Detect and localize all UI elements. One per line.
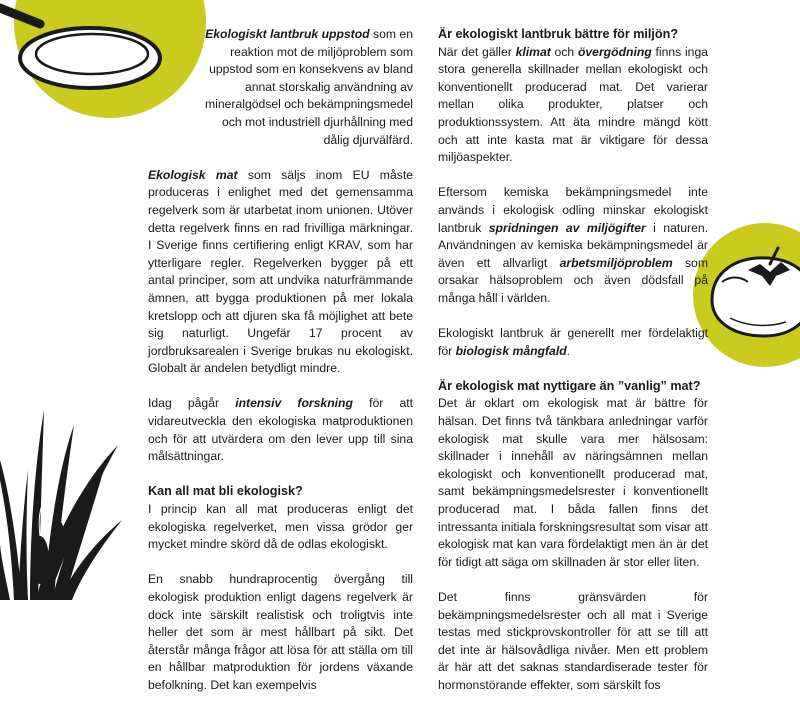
heading-healthier: Är ekologisk mat nyttigare än ”vanlig” mat? bbox=[438, 378, 701, 393]
toxins-emphasis: spridningen av miljögifter bbox=[488, 220, 646, 235]
biodiversity-text-b: . bbox=[566, 343, 571, 358]
transition-paragraph: En snabb hundraprocentig övergång till ekologisk produktion enligt dagens regelverk är dock inte särskilt realistisk och troligtvis inte heller det som är mest hållbart på sikt. Det återstår många frågor att lösa för att ställa om till en hållbar matproduktion för jordens växande befolkning. Det kan exempelvis bbox=[148, 572, 413, 692]
research-text: för att vidareutveckla den ekologiska matproduktionen och för att utvärdera om den lever upp till sina målsättningar. bbox=[148, 396, 414, 464]
climate-text-c: finns inga stora generella skillnader mellan ekologiskt och konventionellt producerad mat. Det varierar mellan olika produkter, platser och produktionssystem. Att äta mindre mängd kött och att inte kasta mat är viktigare för dessa miljöaspekter. bbox=[438, 44, 708, 165]
pesticides-text-b: i naturen. Användningen av kemiska bekämpningsmedel är även ett allvarligt bbox=[438, 220, 709, 270]
biodiversity-text-a: Ekologiskt lantbruk är generellt mer fördelaktigt för bbox=[438, 326, 708, 358]
health-paragraph: Det är oklart om ekologisk mat är bättre för hälsan. Det finns två tänkbara anledningar varför ekologisk mat skulle vara mer hälsosam: skillnader i innehåll av näringsämnen mellan ekologiskt och konventionellt producerad mat, samt bekämpningsmedelsrester i konventionellt producerad mat. I båda fallen finns det intressanta initiala forskningsresultat som visar att ekologisk mat kan vara fördelaktigt men än är det för tidigt att säga om skillnaden är stor eller liten. bbox=[438, 396, 708, 569]
all-food-paragraph: I princip kan all mat produceras enligt det ekologiska regelverket, men vissa grödor ger mycket mindre skörd då de odlas ekologiskt. bbox=[148, 502, 413, 552]
grass-icon bbox=[0, 410, 122, 600]
eutrophication-emphasis: övergödning bbox=[577, 44, 652, 59]
heading-environment: Är ekologiskt lantbruk bättre för miljön? bbox=[438, 27, 679, 41]
biodiversity-emphasis: biologisk mångfald bbox=[455, 343, 567, 358]
research-paragraph bbox=[148, 395, 413, 465]
tomato-icon bbox=[693, 223, 800, 367]
climate-paragraph bbox=[438, 44, 708, 167]
intro-text: som en reaktion mot de miljöproblem som uppstod som en konsekvens av bland annat storskalig användning av mineralgödsel och bekämpningsmedel och mot industriell djurhållning med dålig djurvälfärd. bbox=[205, 27, 413, 147]
intro-emphasis: Ekologiskt lantbruk uppstod bbox=[205, 27, 370, 41]
intro-paragraph bbox=[148, 26, 413, 149]
organic-food-emphasis: Ekologisk mat bbox=[148, 167, 238, 182]
right-column bbox=[438, 26, 708, 712]
limits-paragraph: Det finns gränsvärden för bekämpningsmedelsrester och all mat i Sverige testas med stickprovskontroller för att se till att det inte är hälsovådliga nivåer. Men ett problem är här att det saknas standardiserade tester för hormonstörande effekter, som särskilt fos bbox=[438, 590, 708, 692]
organic-food-text: som säljs inom EU måste produceras i enlighet med det gemensamma regelverk som är utarbetat inom unionen. Utöver detta regelverk finns en rad frivilliga märkningar. I Sverige finns certifiering enligt KRAV, som har ytterligare regler. Regelverken bygger på ett antal principer, som att undvika naturfrämmande ämnen, att bygga produktionen på mer lokala kretslopp och att djuren ska få möjlighet att bete sig naturligt. Ungefär 17 procent av jordbruksarealen i Sverige brukas nu ekologiskt. Globalt är andelen betydligt mindre. bbox=[148, 167, 413, 376]
biodiversity-paragraph bbox=[438, 325, 708, 360]
pesticides-text-c: som orsakar hälsoproblem och även dödsfall på många håll i världen. bbox=[438, 255, 708, 305]
research-emphasis: intensiv forskning bbox=[235, 396, 353, 411]
climate-text-a: När det gäller bbox=[438, 44, 516, 59]
work-environment-emphasis: arbetsmiljöproblem bbox=[559, 255, 673, 270]
research-pre: Idag pågår bbox=[148, 396, 236, 411]
climate-text-b: och bbox=[550, 44, 578, 59]
climate-emphasis: klimat bbox=[515, 44, 551, 59]
pesticides-paragraph bbox=[438, 184, 708, 307]
pesticides-text-a: Eftersom kemiska bekämpningsmedel inte används i ekologisk odling minskar ekologiskt lantbruk bbox=[438, 185, 708, 235]
organic-food-paragraph bbox=[148, 167, 413, 378]
left-column bbox=[148, 26, 413, 712]
heading-all-food-organic: Kan all mat bli ekologisk? bbox=[148, 484, 303, 499]
